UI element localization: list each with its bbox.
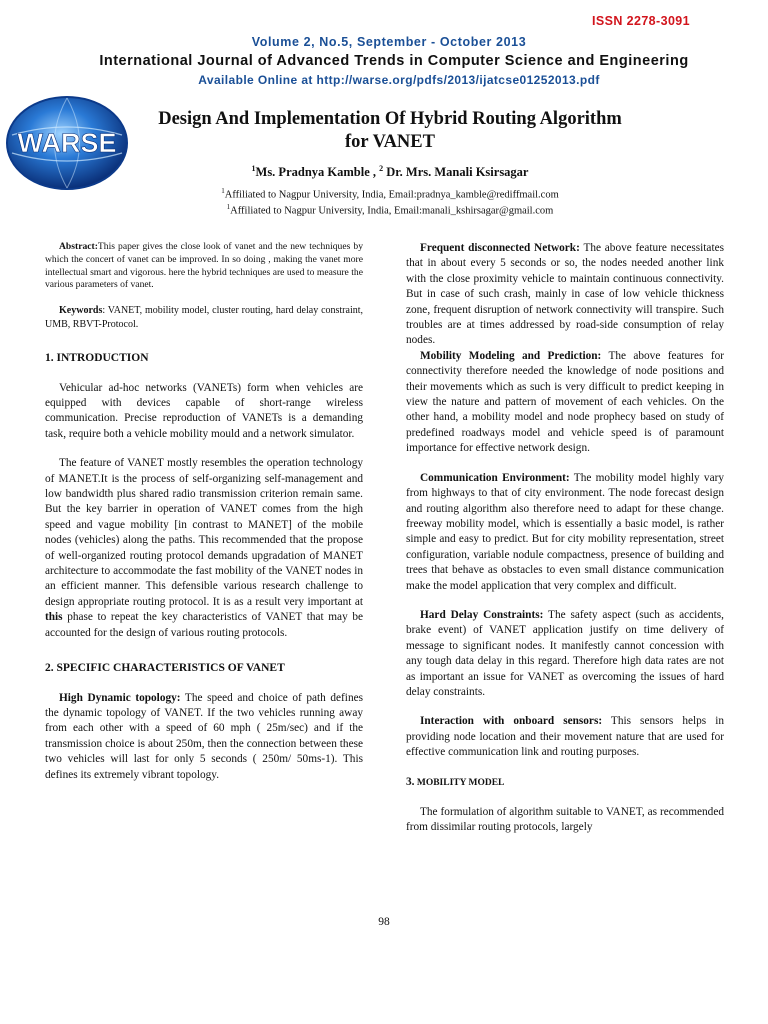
abstract-text: This paper gives the close look of vanet and the new techniques by which the concert of vanet can be improved. In so doing , making the vanet more intellectual smart and vigorous. here the hybrid techniques are used to measure the various parameters of vanet. (45, 241, 363, 291)
right-column (406, 241, 724, 836)
frequent-disconnected-paragraph (406, 241, 724, 349)
online-url[interactable]: Available Online at http://warse.org/pdfs/2013/ijatcse01252013.pdf (198, 73, 600, 87)
author-2: Dr. Mrs. Manali Ksirsagar (386, 165, 529, 180)
ce-text: The mobility model highly vary from highways to that of city environment. The node forecast design and routing algorithm also therefore need to adapt for these change. freeway mobility model, which is essentially a basic model, is rather simple and easy to predict. But for city mobility representation, street configuration, variable nodule compactness, presence of building and trees that behave as obstacles to even small distance communication make the model application that very complex and difficult. (406, 471, 724, 592)
keywords-text: : VANET, mobility model, cluster routing, hard delay constraint, UMB, RBVT-Protocol. (45, 305, 363, 330)
onboard-sensors-paragraph (406, 714, 724, 760)
high-dynamic-topology-paragraph (45, 691, 363, 783)
sec3-number: 3. (406, 775, 415, 788)
affiliation-2-text: Affiliated to Nagpur University, India, Email:manali_kshirsagar@gmail.com (230, 205, 554, 217)
fdn-text: The above feature necessitates that in about every 5 seconds or so, the nodes needed another link with the close proximity vehicle to maintain continuous connectivity. But in case of such crash, mainly in case of low vehicle thickness zone, frequent disruption of network connectivity will transpire. Such troubles are at times addressed by road-side consumption of relay nodes. (406, 242, 724, 347)
author-1: Ms. Pradnya Kamble , (255, 165, 376, 180)
hdc-text: The safety aspect (such as accidents, brake event) of VANET application justify on time delivery of message to significant nodes. It manifestly cannot concession with any tough data delay in this regard. Therefore high data rates are not as important an issue for VANET as overcoming the issues of hard delay constraints. (406, 608, 724, 698)
ce-label: Communication Environment: (420, 471, 570, 484)
communication-environment-paragraph (406, 471, 724, 594)
affiliation-2 (112, 203, 668, 217)
section-heading-characteristics: 2. SPECIFIC CHARACTERISTICS OF VANET (45, 662, 285, 675)
abstract (45, 241, 363, 292)
paper-title (112, 108, 668, 154)
affiliation-1-sup: 1 (221, 187, 225, 195)
affiliation-1-text: Affiliated to Nagpur University, India, Email:pradnya_kamble@rediffmail.com (224, 189, 559, 201)
intro-p2-bold: this (45, 611, 63, 624)
author-2-sup: 2 (379, 164, 384, 173)
mmp-label: Mobility Modeling and Prediction: (420, 349, 602, 362)
author-line (112, 164, 668, 180)
hdc-label: Hard Delay Constraints: (420, 608, 544, 621)
mmp-text: The above features for connectivity therefore needed the knowledge of node positions and their movements which as such is very difficult to predict keeping in view the nature and pattern of movement of each vehicles. On the other hand, a mobility model and node prophecy based on study of predefined roadways model and vehicle speed is of paramount importance for effective network design. (406, 349, 724, 455)
fdn-label: Frequent disconnected Network: (420, 242, 580, 254)
title-line-2: for VANET (345, 132, 435, 152)
mobility-model-paragraph: The formulation of algorithm suitable to VANET, as recommended from dissimilar routing protocols, largely (406, 806, 724, 834)
affiliation-2-sup: 1 (226, 203, 231, 211)
journal-name: International Journal of Advanced Trends in Computer Science and Engineering (99, 53, 689, 69)
keywords-label: Keywords (59, 305, 103, 317)
title-line-1: Design And Implementation Of Hybrid Routing Algorithm (158, 109, 622, 129)
issn-number: ISSN 2278-3091 (591, 14, 690, 28)
intro-p2-text-a: The feature of VANET mostly resembles the operation technology of MANET.It is the process of self-organizing self-management and low bandwidth plus shared radio transmission criterion remain same. But the key barrier in operation of VANET comes from the high speed and vague mobility [in contrast to MANET] of the mobile nodes (vehicles) along the paths. This recommended that the propose of well-organized routing protocol demands upgradation of MANET architecture to accommodate the fast mobility of the VANET nodes in an efficient manner. This defensible various research challenge to design appropriate routing protocol. It is as a result very important at (45, 457, 363, 608)
intro-paragraph-1: Vehicular ad-hoc networks (VANETs) form when vehicles are equipped with devices capable of short-range wireless communication. Precise reproduction of VANETs is a demanding task, require both a vehicle mobility mould and a network simulator. (45, 381, 363, 440)
volume-info: Volume 2, No.5, September - October 2013 (251, 35, 527, 49)
abstract-label: Abstract: (59, 241, 98, 252)
logo-wordmark: WARSE (17, 128, 117, 158)
page-number: 98 (378, 916, 390, 928)
section-heading-mobility-model (406, 775, 724, 791)
keywords (45, 304, 363, 331)
affiliation-1 (112, 187, 668, 201)
author-1-sup: 1 (251, 164, 256, 173)
sec3-title: MOBILITY MODEL (414, 777, 505, 788)
intro-p2-text-b: phase to repeat the key characteristics of VANET that may be accounted for the design of various routing protocols. (45, 611, 363, 639)
intro-paragraph-2 (45, 456, 363, 641)
section-heading-introduction: 1. INTRODUCTION (45, 352, 149, 365)
hard-delay-paragraph (406, 608, 724, 700)
left-column (45, 241, 363, 783)
mobility-modeling-paragraph (406, 349, 724, 457)
ios-text: This sensors helps in providing node location and their movement nature that are used for effective communication link and routing purposes. (406, 715, 724, 759)
hdt-label: High Dynamic topology: (59, 691, 181, 704)
ios-label: Interaction with onboard sensors: (420, 715, 603, 728)
hdt-text: The speed and choice of path defines the dynamic topology of VANET. If the two vehicles running away from each other with a speed of 60 mph ( 25m/sec) and if the transmission choice is about 250m, then the connection between these two vehicles will last for only 5 seconds ( 250m/ 50ms-1). This defines its extremely vibrant topology. (45, 691, 363, 781)
